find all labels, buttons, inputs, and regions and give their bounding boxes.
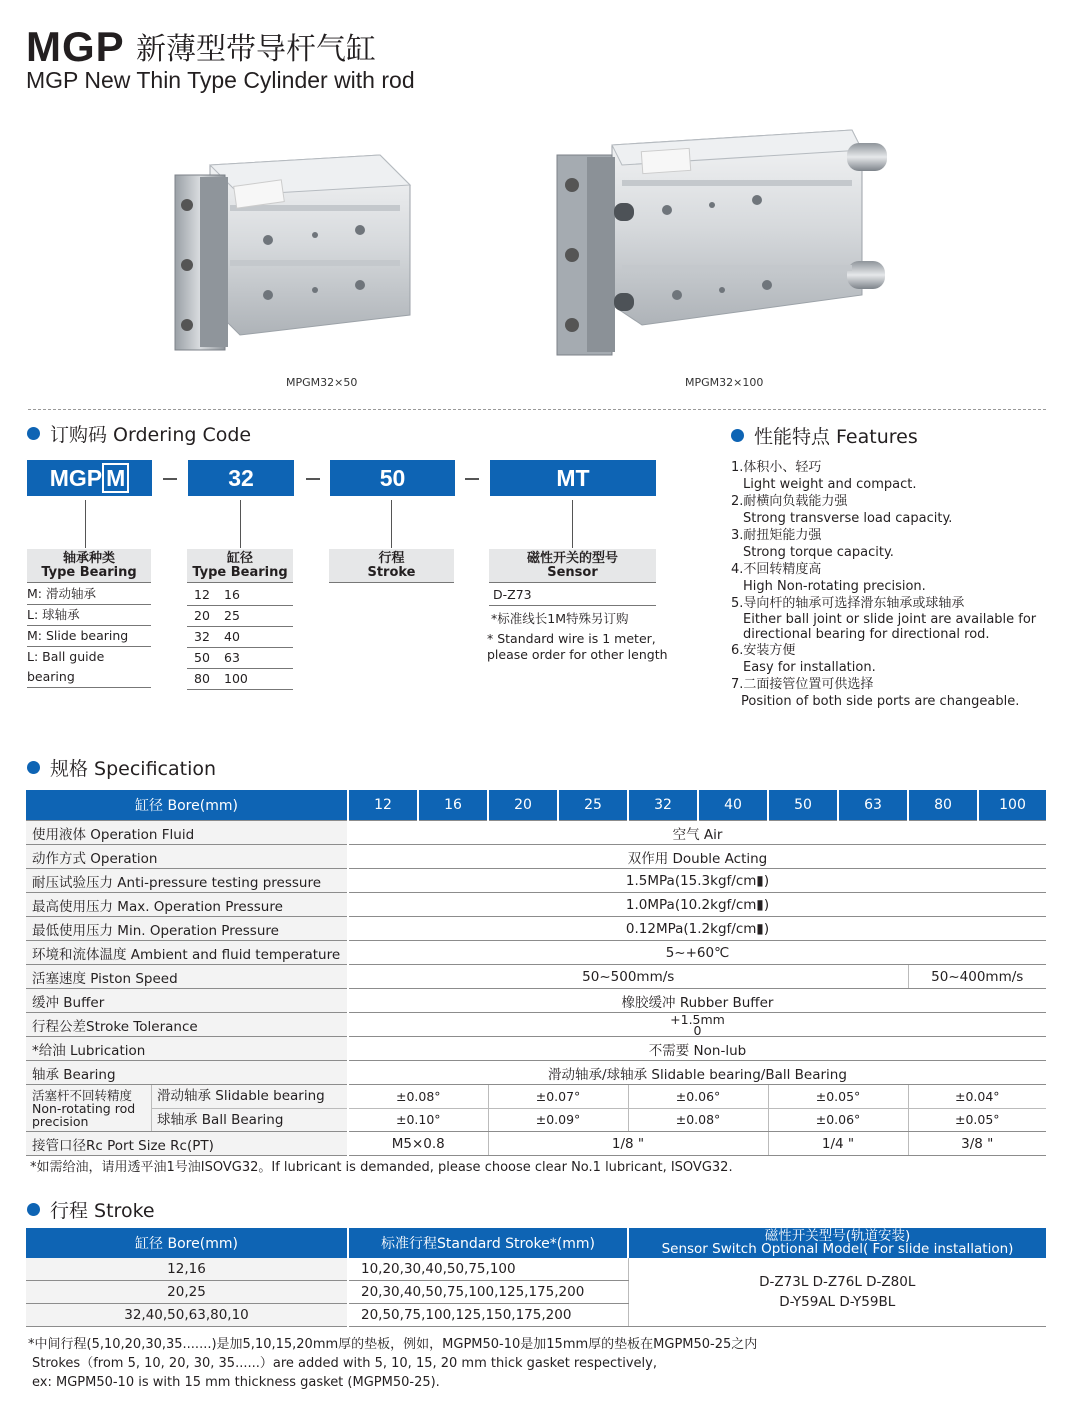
bullet-icon <box>27 427 40 440</box>
bore-col: 20 <box>488 790 558 821</box>
ball-bearing-label: 球轴承 Ball Bearing <box>157 1112 284 1128</box>
stroke-col-standard: 标准行程Standard Stroke*(mm) <box>348 1228 628 1258</box>
bore-col: 80 <box>908 790 978 821</box>
features-list <box>731 459 1051 710</box>
connector-line <box>572 500 573 548</box>
bullet-icon <box>27 1203 40 1216</box>
bore-col: 16 <box>418 790 488 821</box>
table-row: 最高使用压力 Max. Operation Pressure 1.0MPa(10.2kgf/cm▮) <box>26 893 1046 917</box>
sensor-header <box>489 549 656 583</box>
table-row: 32,40,50,63,80,10 20,50,75,100,125,150,175,200 <box>26 1304 1046 1327</box>
section-divider <box>28 409 1046 410</box>
stroke-head-en: Stroke <box>367 565 416 580</box>
stroke-title: 行程 Stroke <box>50 1200 155 1222</box>
connector-line <box>85 500 86 548</box>
sensor-note-cn: *标准线长1M特殊另订购 <box>491 611 629 626</box>
bearing-type-list <box>27 584 151 688</box>
bore-col: 12 <box>348 790 418 821</box>
features-heading <box>731 425 918 449</box>
bore-head-en: Type Bearing <box>192 565 288 580</box>
code-bearing-letter: M <box>102 463 129 493</box>
stroke-col-sensor: 磁性开关型号(轨道安装) Sensor Switch Optional Model( For slide installation) <box>628 1228 1046 1258</box>
list-item: 50 63 <box>187 648 293 669</box>
sensor-head-en: Sensor <box>547 565 598 580</box>
bearing-head-cn: 轴承种类 <box>62 551 115 566</box>
bore-col: 63 <box>838 790 908 821</box>
bore-col: 25 <box>558 790 628 821</box>
sensor-item: D-Z73 <box>489 585 656 606</box>
bore-list <box>187 585 293 690</box>
table-row: 动作方式 Operation 双作用 Double Acting <box>26 845 1046 869</box>
product-caption-2: MPGM32×100 <box>685 376 764 389</box>
bore-header <box>187 549 293 583</box>
spec-header-row <box>26 790 1046 821</box>
bore-head-cn: 缸径 <box>226 551 253 566</box>
table-row: 最低使用压力 Min. Operation Pressure 0.12MPa(1.2kgf/cm▮) <box>26 917 1046 941</box>
list-item: 20 25 <box>187 606 293 627</box>
list-item: L: Ball guide bearing <box>27 647 151 688</box>
bullet-icon <box>731 429 744 442</box>
code-dash <box>465 478 479 480</box>
feature-item: 1.体积小、轻巧 Light weight and compact. <box>731 460 917 492</box>
stroke-heading <box>27 1199 155 1223</box>
page-title-cn: 新薄型带导杆气缸 <box>136 32 376 67</box>
code-dash <box>163 478 177 480</box>
code-prefix: MGP <box>49 465 103 491</box>
product-image-mpgm32x50 <box>170 135 420 370</box>
ordering-code-title: 订购码 Ordering Code <box>50 424 252 446</box>
bore-col: 32 <box>628 790 698 821</box>
sensor-head-cn: 磁性开关的型号 <box>526 551 618 566</box>
sensor-note-en-line1: * Standard wire is 1 meter, <box>487 631 656 646</box>
features-title: 性能特点 Features <box>754 426 918 448</box>
product-image-mpgm32x100 <box>552 125 892 370</box>
stroke-notes <box>28 1335 757 1392</box>
feature-item: 4.不回转精度高 High Non-rotating precision. <box>731 562 926 594</box>
table-row: *给油 Lubrication 不需要 Non-lub <box>26 1037 1046 1061</box>
list-item: 80 100 <box>187 669 293 690</box>
table-row: 行程公差Stroke Tolerance +1.5mm 0 <box>26 1013 1046 1037</box>
spec-title: 规格 Specification <box>50 758 217 780</box>
list-item: M: Slide bearing <box>27 626 151 647</box>
stroke-table <box>26 1228 1046 1327</box>
spec-table <box>26 790 1046 1156</box>
nonrot-label: 活塞杆不回转精度 Non-rotating rod precision <box>26 1085 152 1131</box>
spec-footnote: *如需给油，请用透平油1号油ISOVG32。If lubricant is demanded, please choose clear No.1 lubricant, ISOVG32. <box>30 1160 733 1175</box>
feature-item: 2.耐横向负载能力强 Strong transverse load capacity. <box>731 494 953 526</box>
table-row: 12,16 10,20,30,40,50,75,100 D-Z73L D-Z76L D-Z80L D-Y59AL D-Y59BL <box>26 1258 1046 1281</box>
table-row: 20,25 20,30,40,50,75,100,125,175,200 <box>26 1281 1046 1304</box>
code-part-stroke: 50 <box>330 460 455 496</box>
code-part-series <box>27 460 152 496</box>
bullet-icon <box>27 761 40 774</box>
page-title-en: MGP New Thin Type Cylinder with rod <box>26 67 415 93</box>
sensor-note-en <box>487 631 668 663</box>
stroke-note-line: ex: MGPM50-10 is with 15 mm thickness gasket (MGPM50-25). <box>32 1375 440 1390</box>
stroke-note-line: Strokes（from 5, 10, 20, 30, 35......）are added with 5, 10, 15, 20 mm thick gasket respectively, <box>32 1356 657 1371</box>
bore-col: 40 <box>698 790 768 821</box>
connector-line <box>240 500 241 548</box>
code-part-sensor: MT <box>490 460 656 496</box>
table-row: 轴承 Bearing 滑动轴承/球轴承 Slidable bearing/Ball Bearing <box>26 1061 1046 1085</box>
stroke-head-cn: 行程 <box>378 551 405 566</box>
list-item: L: 球轴承 <box>27 605 151 626</box>
ordering-code-heading <box>27 423 251 447</box>
list-item: 12 16 <box>187 585 293 606</box>
bore-label: 缸径 Bore(mm) <box>26 790 348 821</box>
stroke-header <box>329 549 454 583</box>
spec-heading <box>27 757 216 781</box>
table-row: 使用液体 Operation Fluid 空气 Air <box>26 821 1046 845</box>
product-caption-1: MPGM32×50 <box>286 376 358 389</box>
feature-item: 3.耐扭矩能力强 Strong torque capacity. <box>731 528 894 560</box>
bearing-type-header <box>27 549 151 583</box>
table-row: 耐压试验压力 Anti-pressure testing pressure 1.5MPa(15.3kgf/cm▮) <box>26 869 1046 893</box>
sensor-models: D-Z73L D-Z76L D-Z80L D-Y59AL D-Y59BL <box>628 1258 1046 1327</box>
list-item: M: 滑动轴承 <box>27 584 151 605</box>
stroke-col-bore: 缸径 Bore(mm) <box>26 1228 348 1258</box>
feature-item: 7.二面接管位置可供选择 Position of both side ports are changeable. <box>731 677 1020 709</box>
code-part-bore: 32 <box>188 460 294 496</box>
table-row: 活塞杆不回转精度 Non-rotating rod precision 滑动轴承 Slidable bearing 球轴承 Ball Bearing ±0.08° ±0.10° ±0.07° ±0.09° ±0.06° ±0.08° ±0.05° ±0.06° ±0.04° ±0.05° <box>26 1085 1046 1132</box>
feature-item: 5.导向杆的轴承可选择滑东轴承或球轴承 Either ball joint or slide joint are available for directional bearing for directional rod. <box>731 596 1037 642</box>
table-row: 活塞速度 Piston Speed 50~500mm/s 50~400mm/s <box>26 965 1046 989</box>
bore-col: 100 <box>978 790 1046 821</box>
connector-line <box>391 500 392 548</box>
stroke-note-line: *中间行程(5,10,20,30,35.......)是加5,10,15,20mm厚的垫板，例如，MGPM50-10是加15mm厚的垫板在MGPM50-25之内 <box>28 1337 758 1352</box>
stroke-header-row <box>26 1228 1046 1258</box>
table-row: 缓冲 Buffer 橡胶缓冲 Rubber Buffer <box>26 989 1046 1013</box>
code-dash <box>306 478 320 480</box>
table-row: 环境和流体温度 Ambient and fluid temperature 5~+60℃ <box>26 941 1046 965</box>
sensor-note-en-line2: please order for other length <box>487 647 668 662</box>
slide-bearing-label: 滑动轴承 Slidable bearing <box>152 1085 347 1109</box>
list-item: 32 40 <box>187 627 293 648</box>
bearing-head-en: Type Bearing <box>41 565 137 580</box>
table-row: 接管口径Rc Port Size Rc(PT) M5×0.8 1/8 " 1/4 " 3/8 " <box>26 1132 1046 1156</box>
feature-item: 6.安装方便 Easy for installation. <box>731 643 876 675</box>
bore-col: 50 <box>768 790 838 821</box>
page-title-model: MGP <box>26 23 125 70</box>
